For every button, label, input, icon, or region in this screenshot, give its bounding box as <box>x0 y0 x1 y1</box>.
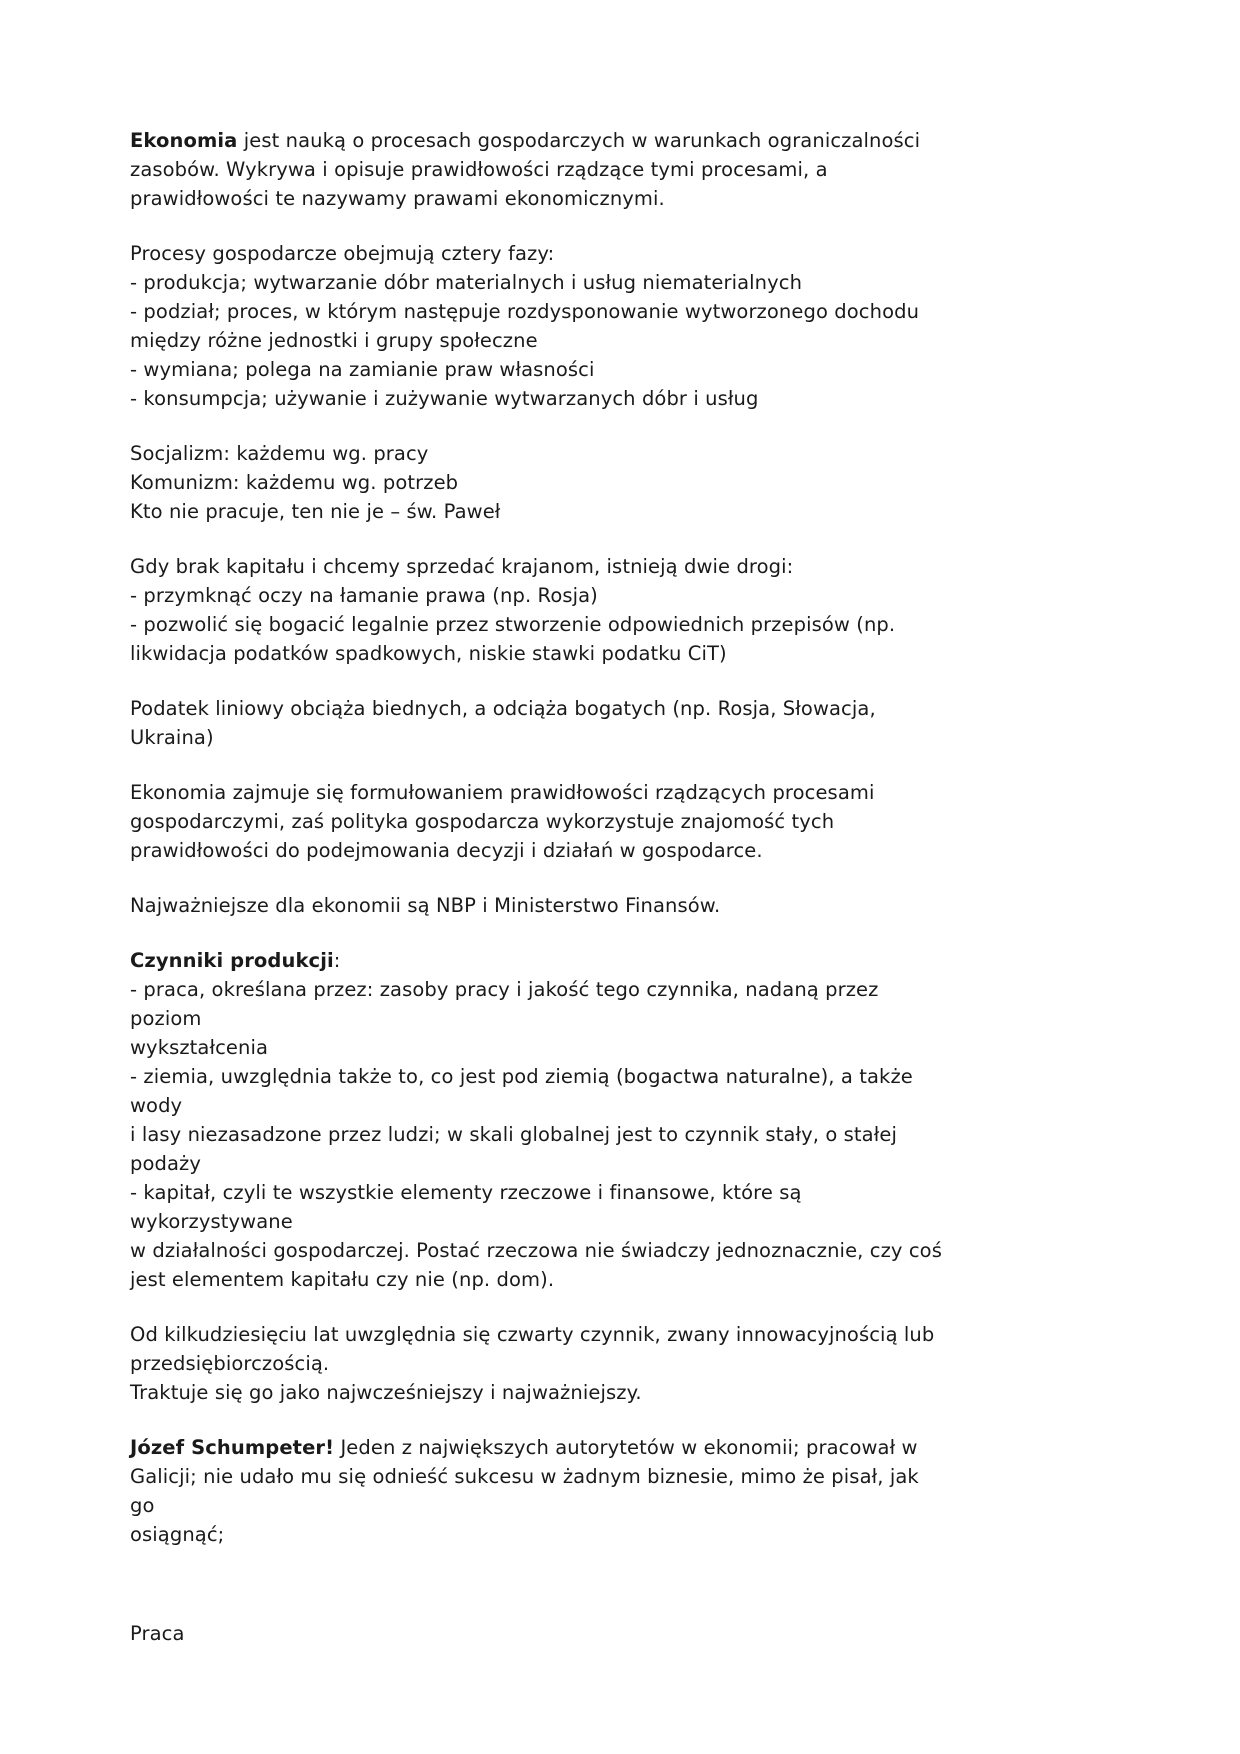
list-item: - przymknąć oczy na łamanie prawa (np. Rosja) <box>130 584 598 607</box>
text-line: Praca <box>130 1622 185 1645</box>
paragraph-ustroje <box>130 439 945 526</box>
text-line: gospodarczymi, zaś polityka gospodarcza wykorzystuje znajomość tych <box>130 810 835 833</box>
text-line: Gdy brak kapitału i chcemy sprzedać krajanom, istnieją dwie drogi: <box>130 555 794 578</box>
text-line: zasobów. Wykrywa i opisuje prawidłowości rządzące tymi procesami, a <box>130 158 828 181</box>
text-line: prawidłowości te nazywamy prawami ekonomicznymi. <box>130 187 665 210</box>
paragraph-intro <box>130 126 945 213</box>
paragraph-schumpeter <box>130 1433 945 1549</box>
list-item: - podział; proces, w którym następuje rozdysponowanie wytworzonego dochodu <box>130 300 920 323</box>
list-item-continuation: likwidacja podatków spadkowych, niskie stawki podatku CiT) <box>130 642 727 665</box>
text-line: Jeden z największych autorytetów w ekonomii; pracował w <box>334 1436 918 1459</box>
paragraph-kapital-drogi <box>130 552 945 668</box>
text-line: prawidłowości do podejmowania decyzji i działań w gospodarce. <box>130 839 763 862</box>
paragraph-praca <box>130 1619 945 1648</box>
paragraph-czynniki-produkcji <box>130 946 945 1294</box>
text-line: Traktuje się go jako najwcześniejszy i najważniejszy. <box>130 1381 642 1404</box>
paragraph-procesy <box>130 239 945 413</box>
list-item-continuation: wykształcenia <box>130 1036 269 1059</box>
list-item: - produkcja; wytwarzanie dóbr materialnych i usług niematerialnych <box>130 271 803 294</box>
bold-heading-czynniki-produkcji: Czynniki produkcji <box>130 949 334 972</box>
text-line: Komunizm: każdemu wg. potrzeb <box>130 471 459 494</box>
text-line: Galicji; nie udało mu się odnieść sukcesu w żadnym biznesie, mimo że pisał, jak go <box>130 1465 926 1517</box>
text-line: przedsiębiorczością. <box>130 1352 330 1375</box>
list-item: - ziemia, uwzględnia także to, co jest pod ziemią (bogactwa naturalne), a także wody <box>130 1065 920 1117</box>
text-line: jest nauką o procesach gospodarczych w warunkach ograniczalności <box>237 129 921 152</box>
list-item-continuation: jest elementem kapitału czy nie (np. dom). <box>130 1268 555 1291</box>
bold-term-ekonomia: Ekonomia <box>130 129 238 152</box>
text-line: Kto nie pracuje, ten nie je – św. Paweł <box>130 500 501 523</box>
bold-term-schumpeter: Józef Schumpeter! <box>130 1436 335 1459</box>
text-line: osiągnąć; <box>130 1523 225 1546</box>
list-item: - pozwolić się bogacić legalnie przez stworzenie odpowiednich przepisów (np. <box>130 613 896 636</box>
list-item-continuation: w działalności gospodarczej. Postać rzeczowa nie świadczy jednoznacznie, czy coś <box>130 1239 942 1262</box>
text-line: Od kilkudziesięciu lat uwzględnia się czwarty czynnik, zwany innowacyjnością lub <box>130 1323 935 1346</box>
text-line: Podatek liniowy obciąża biednych, a odciąża bogatych (np. Rosja, Słowacja, <box>130 697 876 720</box>
list-item: - wymiana; polega na zamianie praw własności <box>130 358 595 381</box>
document-body <box>130 126 945 1674</box>
paragraph-ekonomia-polityka <box>130 778 945 865</box>
text-line: Socjalizm: każdemu wg. pracy <box>130 442 429 465</box>
list-item: - kapitał, czyli te wszystkie elementy rzeczowe i finansowe, które są wykorzystywane <box>130 1181 808 1233</box>
text-line: Ukraina) <box>130 726 214 749</box>
text-line: Najważniejsze dla ekonomii są NBP i Ministerstwo Finansów. <box>130 894 721 917</box>
paragraph-nbp <box>130 891 945 920</box>
paragraph-innowacyjnosc <box>130 1320 945 1407</box>
list-item: - praca, określana przez: zasoby pracy i jakość tego czynnika, nadaną przez poziom <box>130 978 885 1030</box>
text-line: Procesy gospodarcze obejmują cztery fazy: <box>130 242 555 265</box>
text-line: Ekonomia zajmuje się formułowaniem prawidłowości rządzących procesami <box>130 781 875 804</box>
text-line: : <box>333 949 341 972</box>
section-spacer <box>130 1575 945 1619</box>
paragraph-podatek-liniowy <box>130 694 945 752</box>
list-item: - konsumpcja; używanie i zużywanie wytwarzanych dóbr i usług <box>130 387 759 410</box>
list-item-continuation: i lasy niezasadzone przez ludzi; w skali globalnej jest to czynnik stały, o stałej podaży <box>130 1123 904 1175</box>
list-item-continuation: między różne jednostki i grupy społeczne <box>130 329 538 352</box>
